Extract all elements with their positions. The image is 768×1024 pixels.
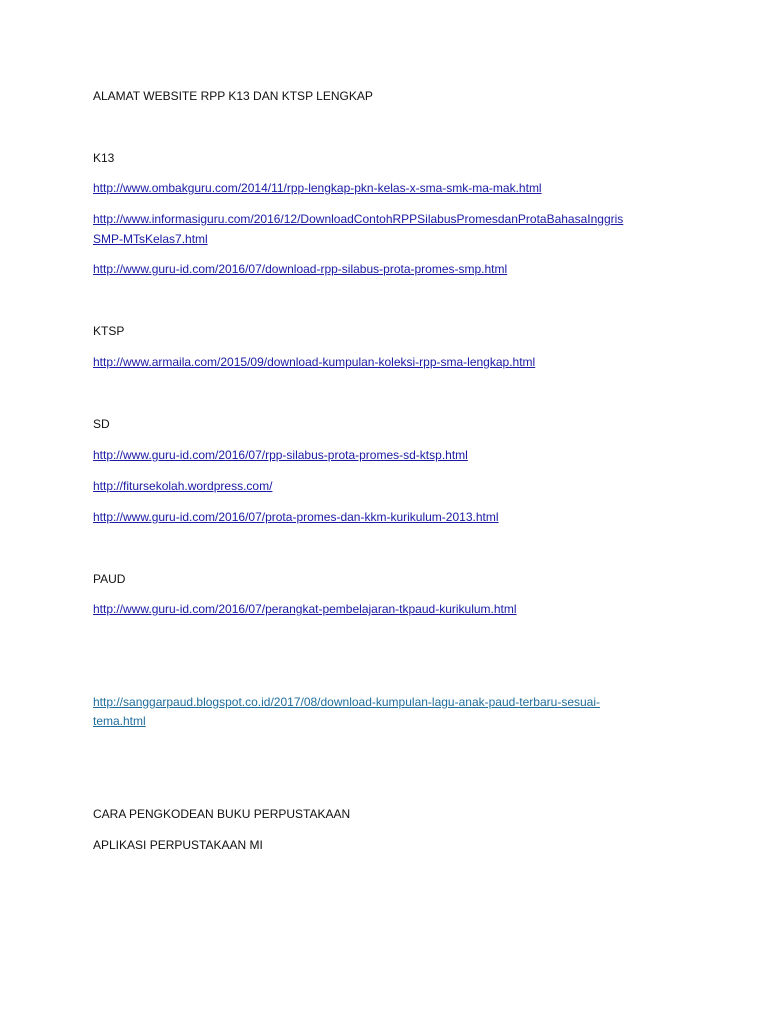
heading-ktsp: KTSP xyxy=(93,324,125,338)
link-guru-id-sd[interactable]: http://www.guru-id.com/2016/07/rpp-silabus-prota-promes-sd-ktsp.html xyxy=(93,448,468,462)
link-guru-id-tkpaud[interactable]: http://www.guru-id.com/2016/07/perangkat-pembelajaran-tkpaud-kurikulum.html xyxy=(93,602,517,616)
heading-k13: K13 xyxy=(93,151,115,165)
link-sanggarpaud[interactable]: http://sanggarpaud.blogspot.co.id/2017/08/download-kumpulan-lagu-anak-paud-terbaru-sesuai- xyxy=(93,695,600,709)
heading-sd: SD xyxy=(93,417,110,431)
link-ombakguru[interactable]: http://www.ombakguru.com/2014/11/rpp-lengkap-pkn-kelas-x-sma-smk-ma-mak.html xyxy=(93,181,542,195)
link-informasiguru[interactable]: http://www.informasiguru.com/2016/12/DownloadContohRPPSilabusPromesdanProtaBahasaInggris xyxy=(93,212,624,226)
link-fitursekolah[interactable]: http://fitursekolah.wordpress.com/ xyxy=(93,479,273,493)
link-armaila[interactable]: http://www.armaila.com/2015/09/download-kumpulan-koleksi-rpp-sma-lengkap.html xyxy=(93,355,536,369)
footer-line-pengkodean: CARA PENGKODEAN BUKU PERPUSTAKAAN xyxy=(93,807,351,821)
link-guru-id-smp[interactable]: http://www.guru-id.com/2016/07/download-rpp-silabus-prota-promes-smp.html xyxy=(93,262,508,276)
heading-paud: PAUD xyxy=(93,572,126,586)
link-sanggarpaud-cont[interactable]: tema.html xyxy=(93,714,146,728)
link-informasiguru-cont[interactable]: SMP-MTsKelas7.html xyxy=(93,232,208,246)
document-title: ALAMAT WEBSITE RPP K13 DAN KTSP LENGKAP xyxy=(93,89,373,103)
footer-line-aplikasi: APLIKASI PERPUSTAKAAN MI xyxy=(93,838,263,852)
link-guru-id-kkm[interactable]: http://www.guru-id.com/2016/07/prota-promes-dan-kkm-kurikulum-2013.html xyxy=(93,510,499,524)
